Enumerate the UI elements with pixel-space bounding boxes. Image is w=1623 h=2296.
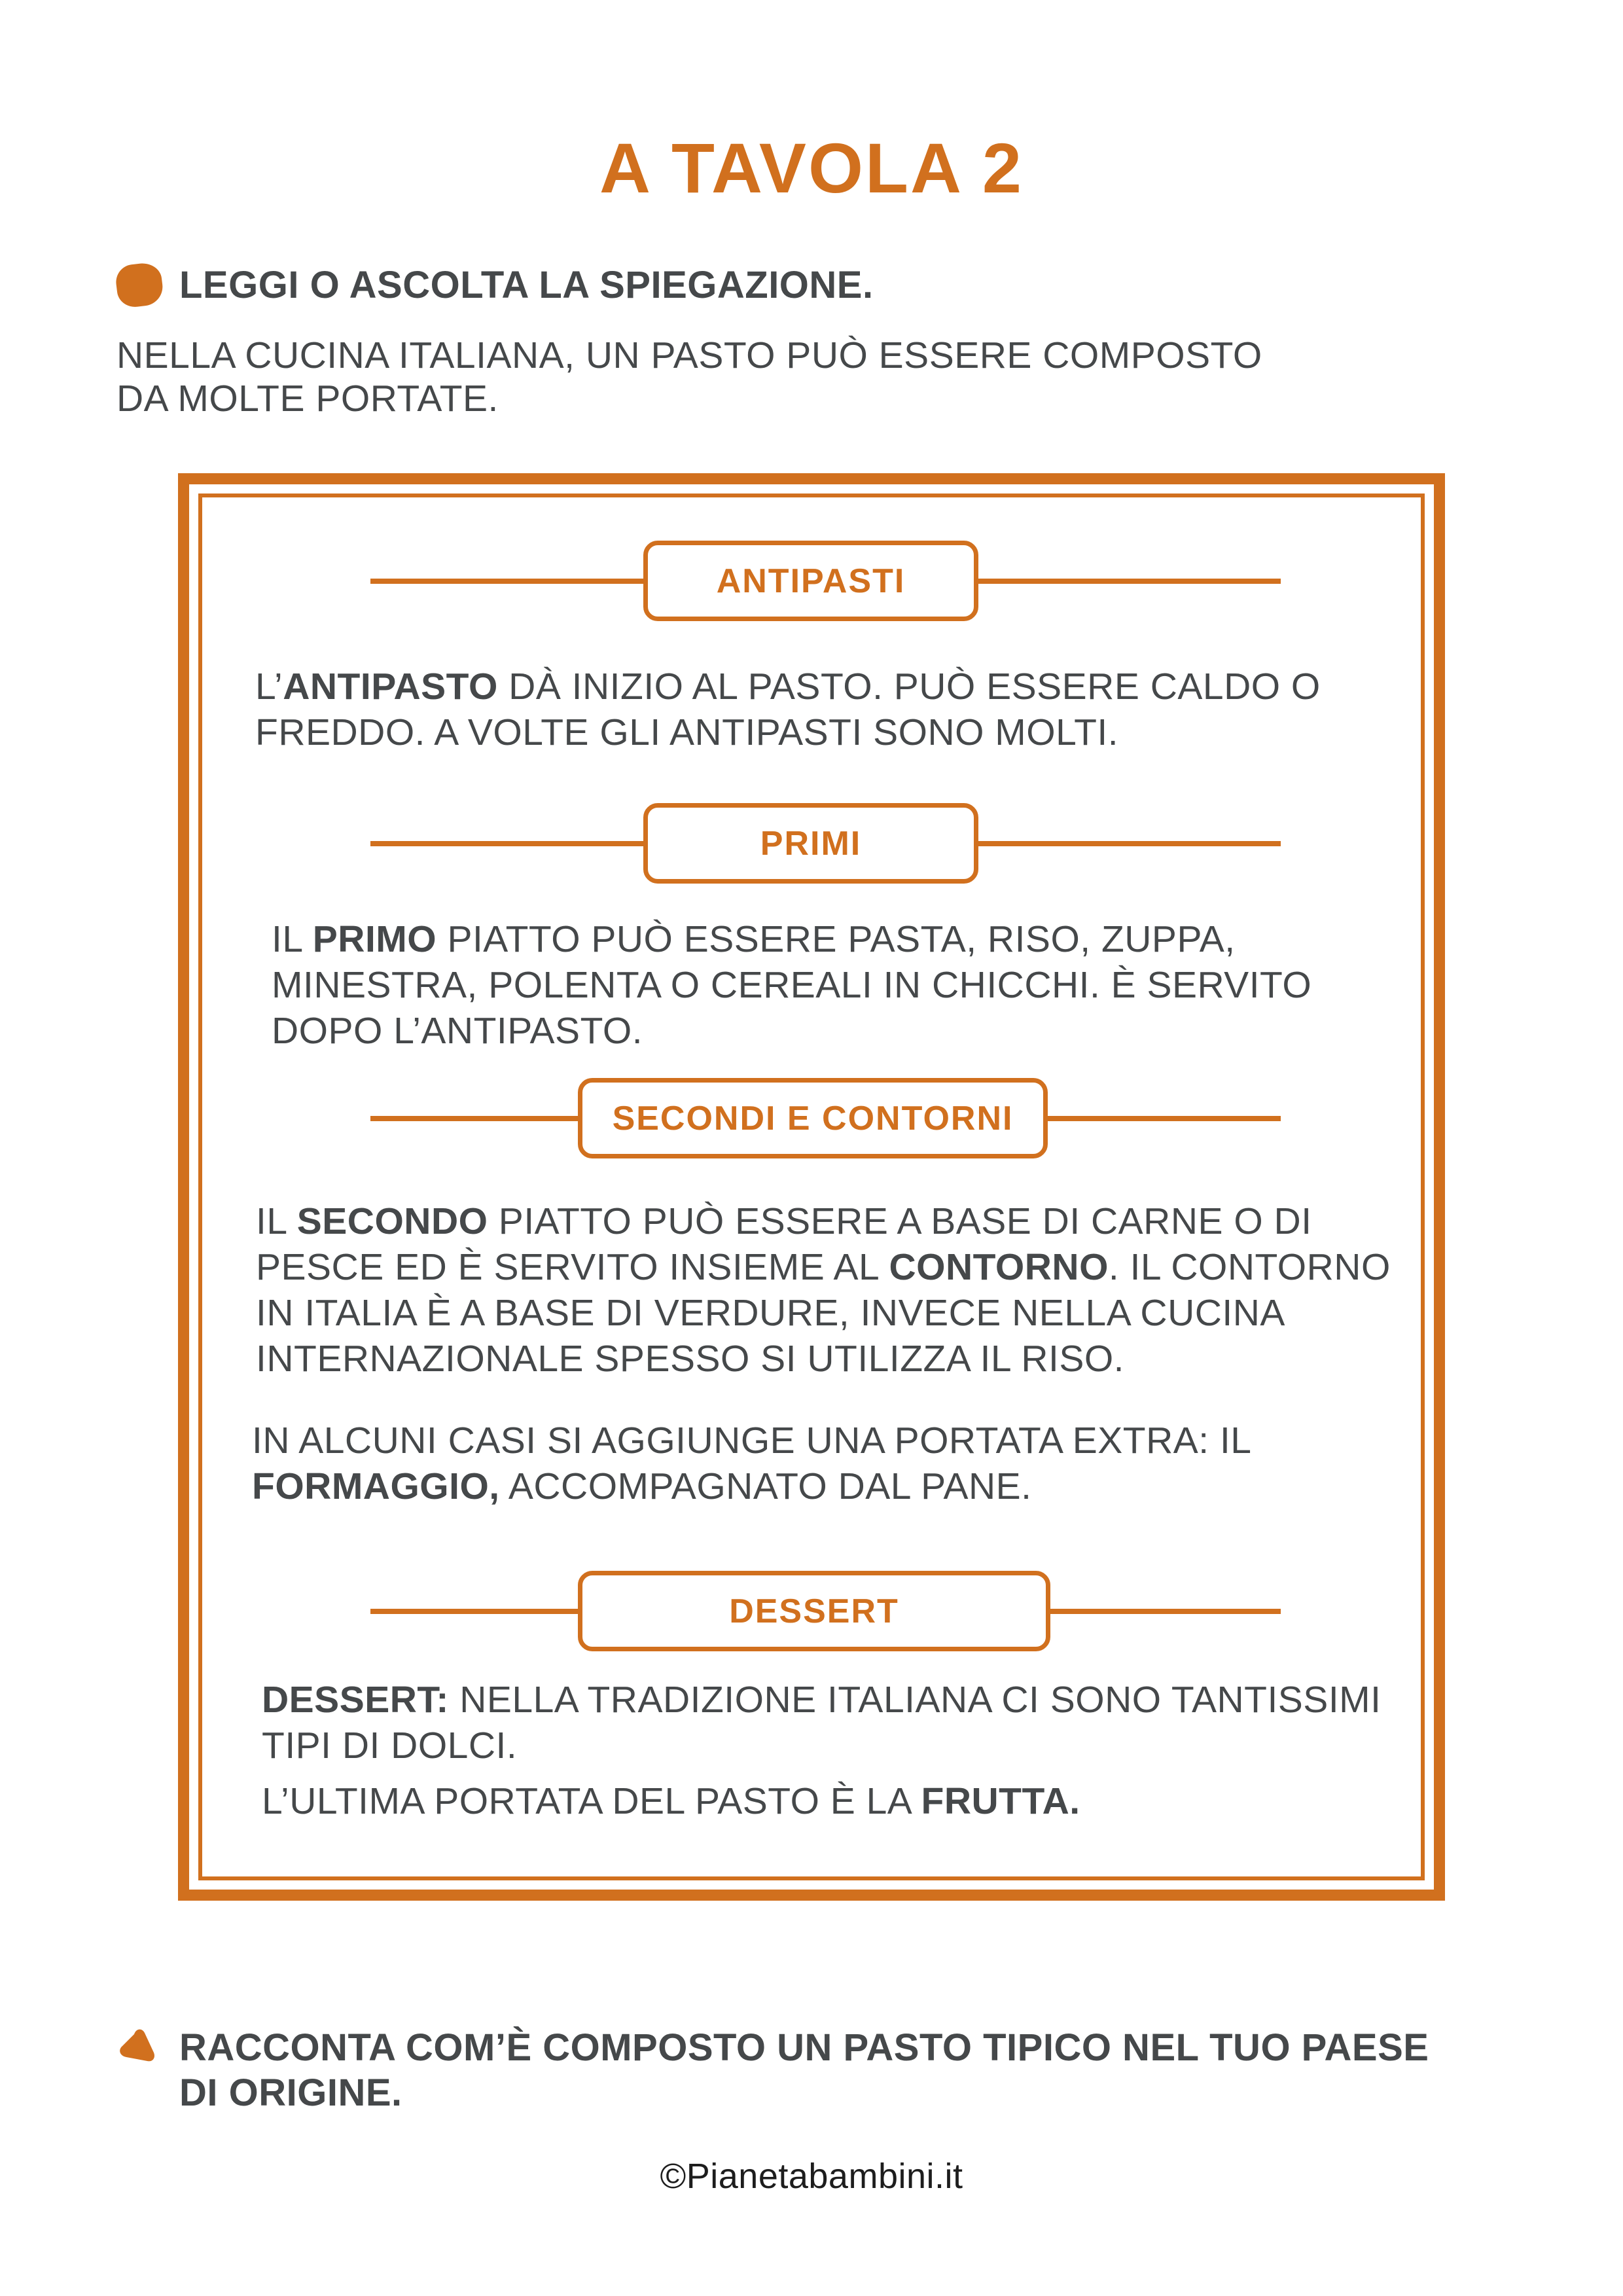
section-label-text: ANTIPASTI <box>716 562 906 600</box>
section-label-text: SECONDI E CONTORNI <box>612 1099 1014 1138</box>
paragraph-line: TIPI DI DOLCI. <box>262 1725 518 1767</box>
section-label-box <box>643 541 978 621</box>
bottom-instruction <box>115 2025 1429 2115</box>
paragraph-line: FORMAGGIO, ACCOMPAGNATO DAL PANE. <box>252 1465 1032 1507</box>
paragraph-line: FREDDO. A VOLTE GLI ANTIPASTI SONO MOLTI. <box>255 711 1119 753</box>
section-label-box <box>578 1571 1050 1651</box>
label-rule-left <box>370 1116 578 1121</box>
paragraph-line: INTERNAZIONALE SPESSO SI UTILIZZA IL RISO. <box>256 1338 1125 1380</box>
label-rule-right <box>1048 1116 1281 1121</box>
label-rule-left <box>370 579 643 584</box>
site-credit: ©Pianetabambini.it <box>660 2157 963 2196</box>
triangle-blob-icon <box>115 2026 161 2072</box>
antipasti-paragraph <box>255 664 1321 755</box>
top-instruction-label: LEGGI O ASCOLTA LA SPIEGAZIONE. <box>179 263 874 306</box>
label-rule-left <box>370 1609 578 1614</box>
label-rule-right <box>978 841 1281 846</box>
paragraph-line: L’ULTIMA PORTATA DEL PASTO È LA FRUTTA. <box>262 1780 1080 1822</box>
section-label-dessert <box>370 1571 1281 1651</box>
bottom-instruction-text <box>179 2025 1429 2115</box>
section-label-box <box>643 803 978 884</box>
paragraph-line: PESCE ED È SERVITO INSIEME AL CONTORNO. IL CONTORNO <box>256 1246 1391 1288</box>
speech-blob-icon <box>114 260 164 308</box>
paragraph-line: DOPO L’ANTIPASTO. <box>272 1010 643 1052</box>
section-label-antipasti <box>370 541 1281 621</box>
primi-paragraph <box>272 916 1311 1054</box>
intro-paragraph <box>116 334 1262 420</box>
label-rule-right <box>978 579 1281 584</box>
page-title: A TAVOLA 2 <box>599 128 1024 207</box>
intro-line: NELLA CUCINA ITALIANA, UN PASTO PUÒ ESSERE COMPOSTO <box>116 334 1262 376</box>
bottom-instruction-line: RACCONTA COM’È COMPOSTO UN PASTO TIPICO NEL TUO PAESE <box>179 2026 1429 2069</box>
paragraph-line: L’ANTIPASTO DÀ INIZIO AL PASTO. PUÒ ESSERE CALDO O <box>255 666 1321 708</box>
dessert-paragraph <box>262 1677 1382 1768</box>
label-rule-right <box>1050 1609 1281 1614</box>
bottom-instruction-line: DI ORIGINE. <box>179 2072 402 2114</box>
paragraph-line: MINESTRA, POLENTA O CEREALI IN CHICCHI. È SERVITO <box>272 964 1312 1006</box>
section-label-text: PRIMI <box>760 824 862 863</box>
paragraph-line: IN ITALIA È A BASE DI VERDURE, INVECE NELLA CUCINA <box>256 1292 1285 1334</box>
formaggio-paragraph <box>252 1418 1252 1509</box>
paragraph-line: DESSERT: NELLA TRADIZIONE ITALIANA CI SONO TANTISSIMI <box>262 1679 1382 1721</box>
paragraph-line: IL SECONDO PIATTO PUÒ ESSERE A BASE DI CARNE O DI <box>256 1200 1312 1242</box>
section-label-box <box>578 1078 1048 1158</box>
secondi-paragraph <box>256 1198 1391 1382</box>
section-label-text: DESSERT <box>729 1592 899 1630</box>
section-label-secondi-e-contorni <box>370 1078 1281 1158</box>
paragraph-line: IL PRIMO PIATTO PUÒ ESSERE PASTA, RISO, ZUPPA, <box>272 918 1236 960</box>
intro-line: DA MOLTE PORTATE. <box>116 378 499 420</box>
section-label-primi <box>370 803 1281 884</box>
label-rule-left <box>370 841 643 846</box>
paragraph-line: IN ALCUNI CASI SI AGGIUNGE UNA PORTATA EXTRA: IL <box>252 1420 1252 1462</box>
frutta-paragraph <box>262 1778 1080 1824</box>
top-instruction <box>116 262 874 308</box>
